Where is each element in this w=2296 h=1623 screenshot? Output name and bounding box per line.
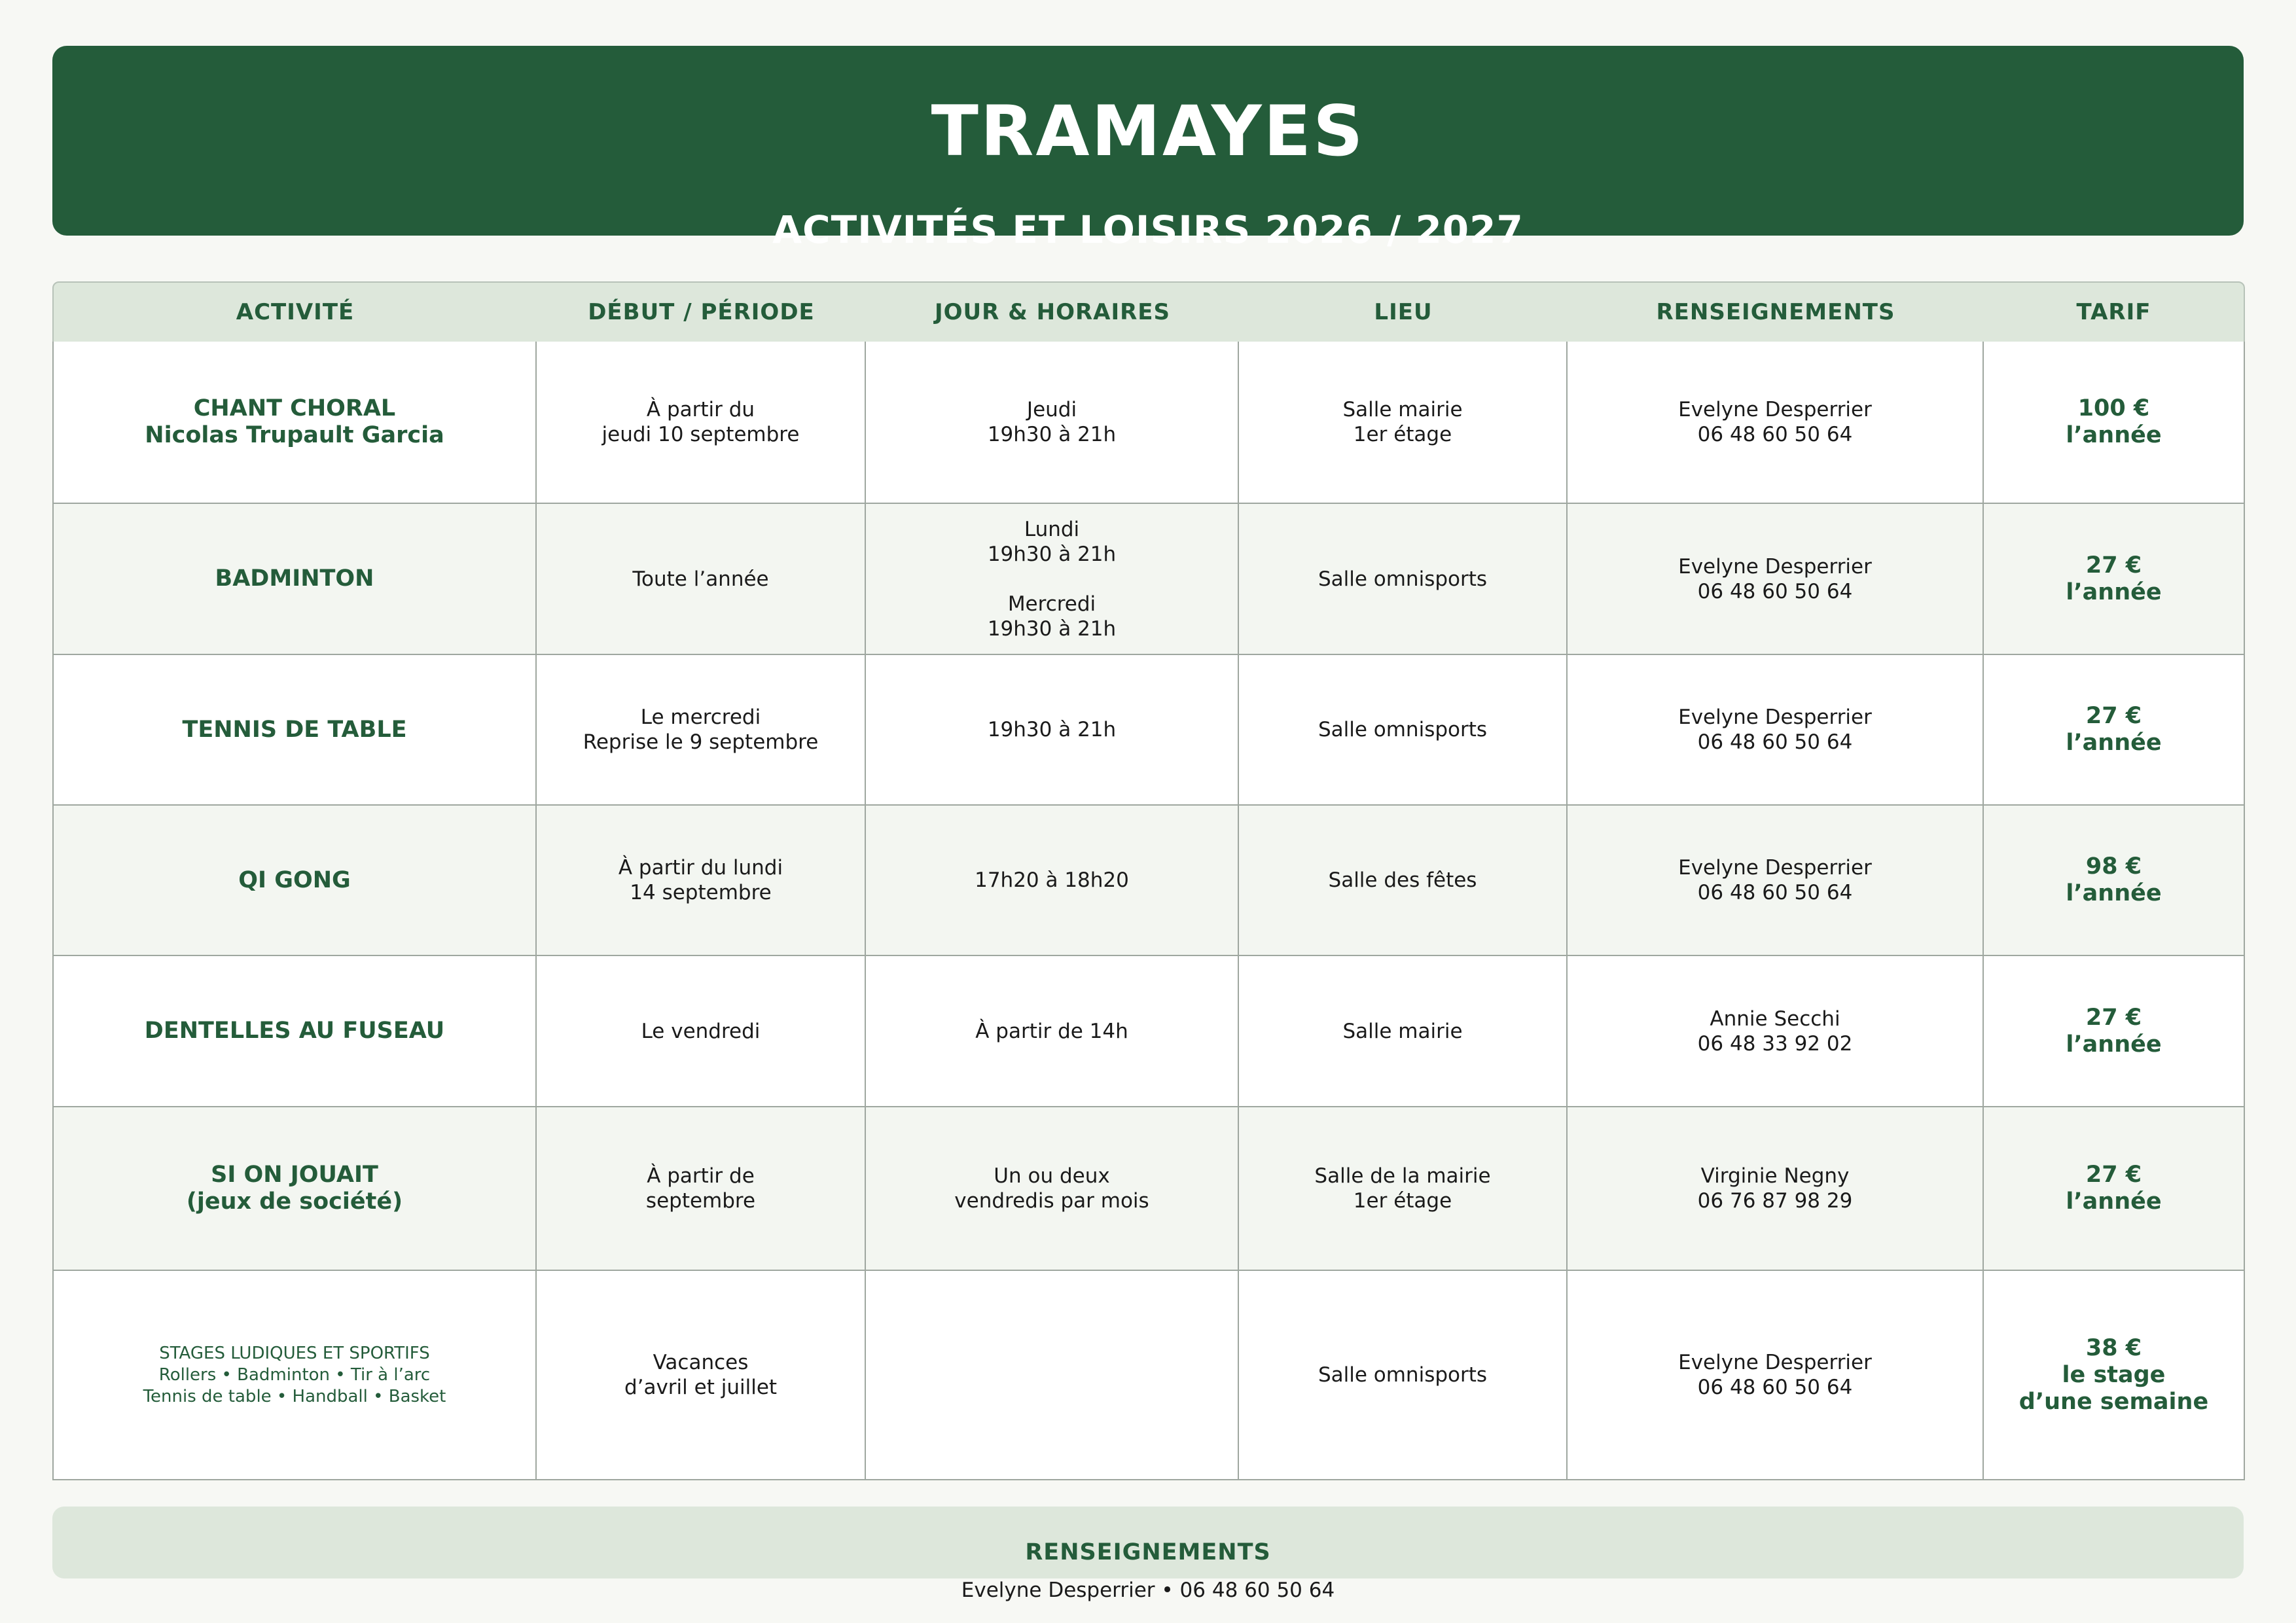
column-header-place: LIEU	[1374, 299, 1433, 325]
activity-name: BADMINTON	[215, 565, 374, 592]
column-header-price: TARIF	[2076, 299, 2151, 325]
activity-price: 27 € l’année	[2066, 1162, 2162, 1215]
activity-price: 27 € l’année	[2066, 1004, 2162, 1058]
activity-contact: Evelyne Desperrier 06 48 60 50 64	[1678, 554, 1872, 603]
footer-title: RENSEIGNEMENTS	[1025, 1539, 1271, 1565]
column-header-schedule: JOUR & HORAIRES	[934, 299, 1171, 325]
activity-price: 100 € l’année	[2066, 395, 2162, 448]
activity-name: SI ON JOUAIT (jeux de société)	[186, 1162, 403, 1215]
column-header-activity: ACTIVITÉ	[236, 299, 355, 325]
activity-place: Salle omnisports	[1318, 718, 1488, 741]
table-row	[52, 806, 2245, 956]
column-header-start: DÉBUT / PÉRIODE	[588, 299, 815, 325]
activity-start: Le mercredi Reprise le 9 septembre	[583, 705, 819, 754]
table-row	[52, 342, 2245, 504]
table-row	[52, 504, 2245, 655]
activity-name: TENNIS DE TABLE	[182, 716, 407, 743]
activity-contact: Evelyne Desperrier 06 48 60 50 64	[1678, 856, 1872, 904]
column-header-contact: RENSEIGNEMENTS	[1656, 299, 1895, 325]
page-subtitle: ACTIVITÉS ET LOISIRS 2026 / 2027	[772, 207, 1524, 252]
activity-contact: Evelyne Desperrier 06 48 60 50 64	[1678, 705, 1872, 754]
footer-contact: Evelyne Desperrier • 06 48 60 50 64	[961, 1578, 1335, 1602]
activity-name: STAGES LUDIQUES ET SPORTIFS Rollers • Badminton • Tir à l’arc Tennis de table • Handball • Basket	[143, 1343, 446, 1406]
activity-contact: Evelyne Desperrier 06 48 60 50 64	[1678, 398, 1872, 446]
activity-place: Salle omnisports	[1318, 1363, 1488, 1387]
activity-contact: Evelyne Desperrier 06 48 60 50 64	[1678, 1351, 1872, 1399]
activity-name: DENTELLES AU FUSEAU	[144, 1018, 445, 1044]
activity-place: Salle mairie 1er étage	[1342, 398, 1463, 446]
activity-schedule: Jeudi 19h30 à 21h	[987, 398, 1117, 446]
activity-start: Le vendredi	[641, 1019, 761, 1043]
table-row	[52, 1271, 2245, 1480]
activity-schedule: Lundi 19h30 à 21h Mercredi 19h30 à 21h	[987, 517, 1117, 641]
activity-name: CHANT CHORAL Nicolas Trupault Garcia	[145, 395, 444, 448]
activity-start: À partir du lundi 14 septembre	[618, 856, 783, 904]
activity-schedule: 17h20 à 18h20	[975, 868, 1129, 892]
activity-contact: Virginie Negny 06 76 87 98 29	[1697, 1164, 1853, 1213]
activity-price: 27 € l’année	[2066, 552, 2162, 605]
activity-schedule: Un ou deux vendredis par mois	[954, 1164, 1149, 1213]
table-header	[52, 281, 2245, 343]
activity-schedule: 19h30 à 21h	[987, 718, 1117, 741]
activity-place: Salle omnisports	[1318, 567, 1488, 591]
activity-contact: Annie Secchi 06 48 33 92 02	[1697, 1007, 1853, 1056]
activity-name: QI GONG	[238, 866, 351, 893]
activity-start: Vacances d’avril et juillet	[624, 1351, 778, 1399]
activity-start: À partir du jeudi 10 septembre	[601, 398, 800, 446]
activity-place: Salle mairie	[1342, 1019, 1463, 1043]
activity-schedule: À partir de 14h	[975, 1019, 1128, 1043]
activity-price: 98 € l’année	[2066, 853, 2162, 906]
activity-start: À partir de septembre	[645, 1164, 756, 1213]
activity-price: 38 € le stage d’une semaine	[2018, 1334, 2209, 1415]
page-header	[52, 46, 2244, 252]
activity-place: Salle de la mairie 1er étage	[1314, 1164, 1491, 1213]
table-row	[52, 956, 2245, 1107]
activity-start: Toute l’année	[632, 567, 769, 591]
page-title: TRAMAYES	[931, 91, 1365, 171]
table-row	[52, 655, 2245, 806]
activity-place: Salle des fêtes	[1328, 868, 1477, 892]
table-row	[52, 1107, 2245, 1271]
activity-price: 27 € l’année	[2066, 703, 2162, 756]
